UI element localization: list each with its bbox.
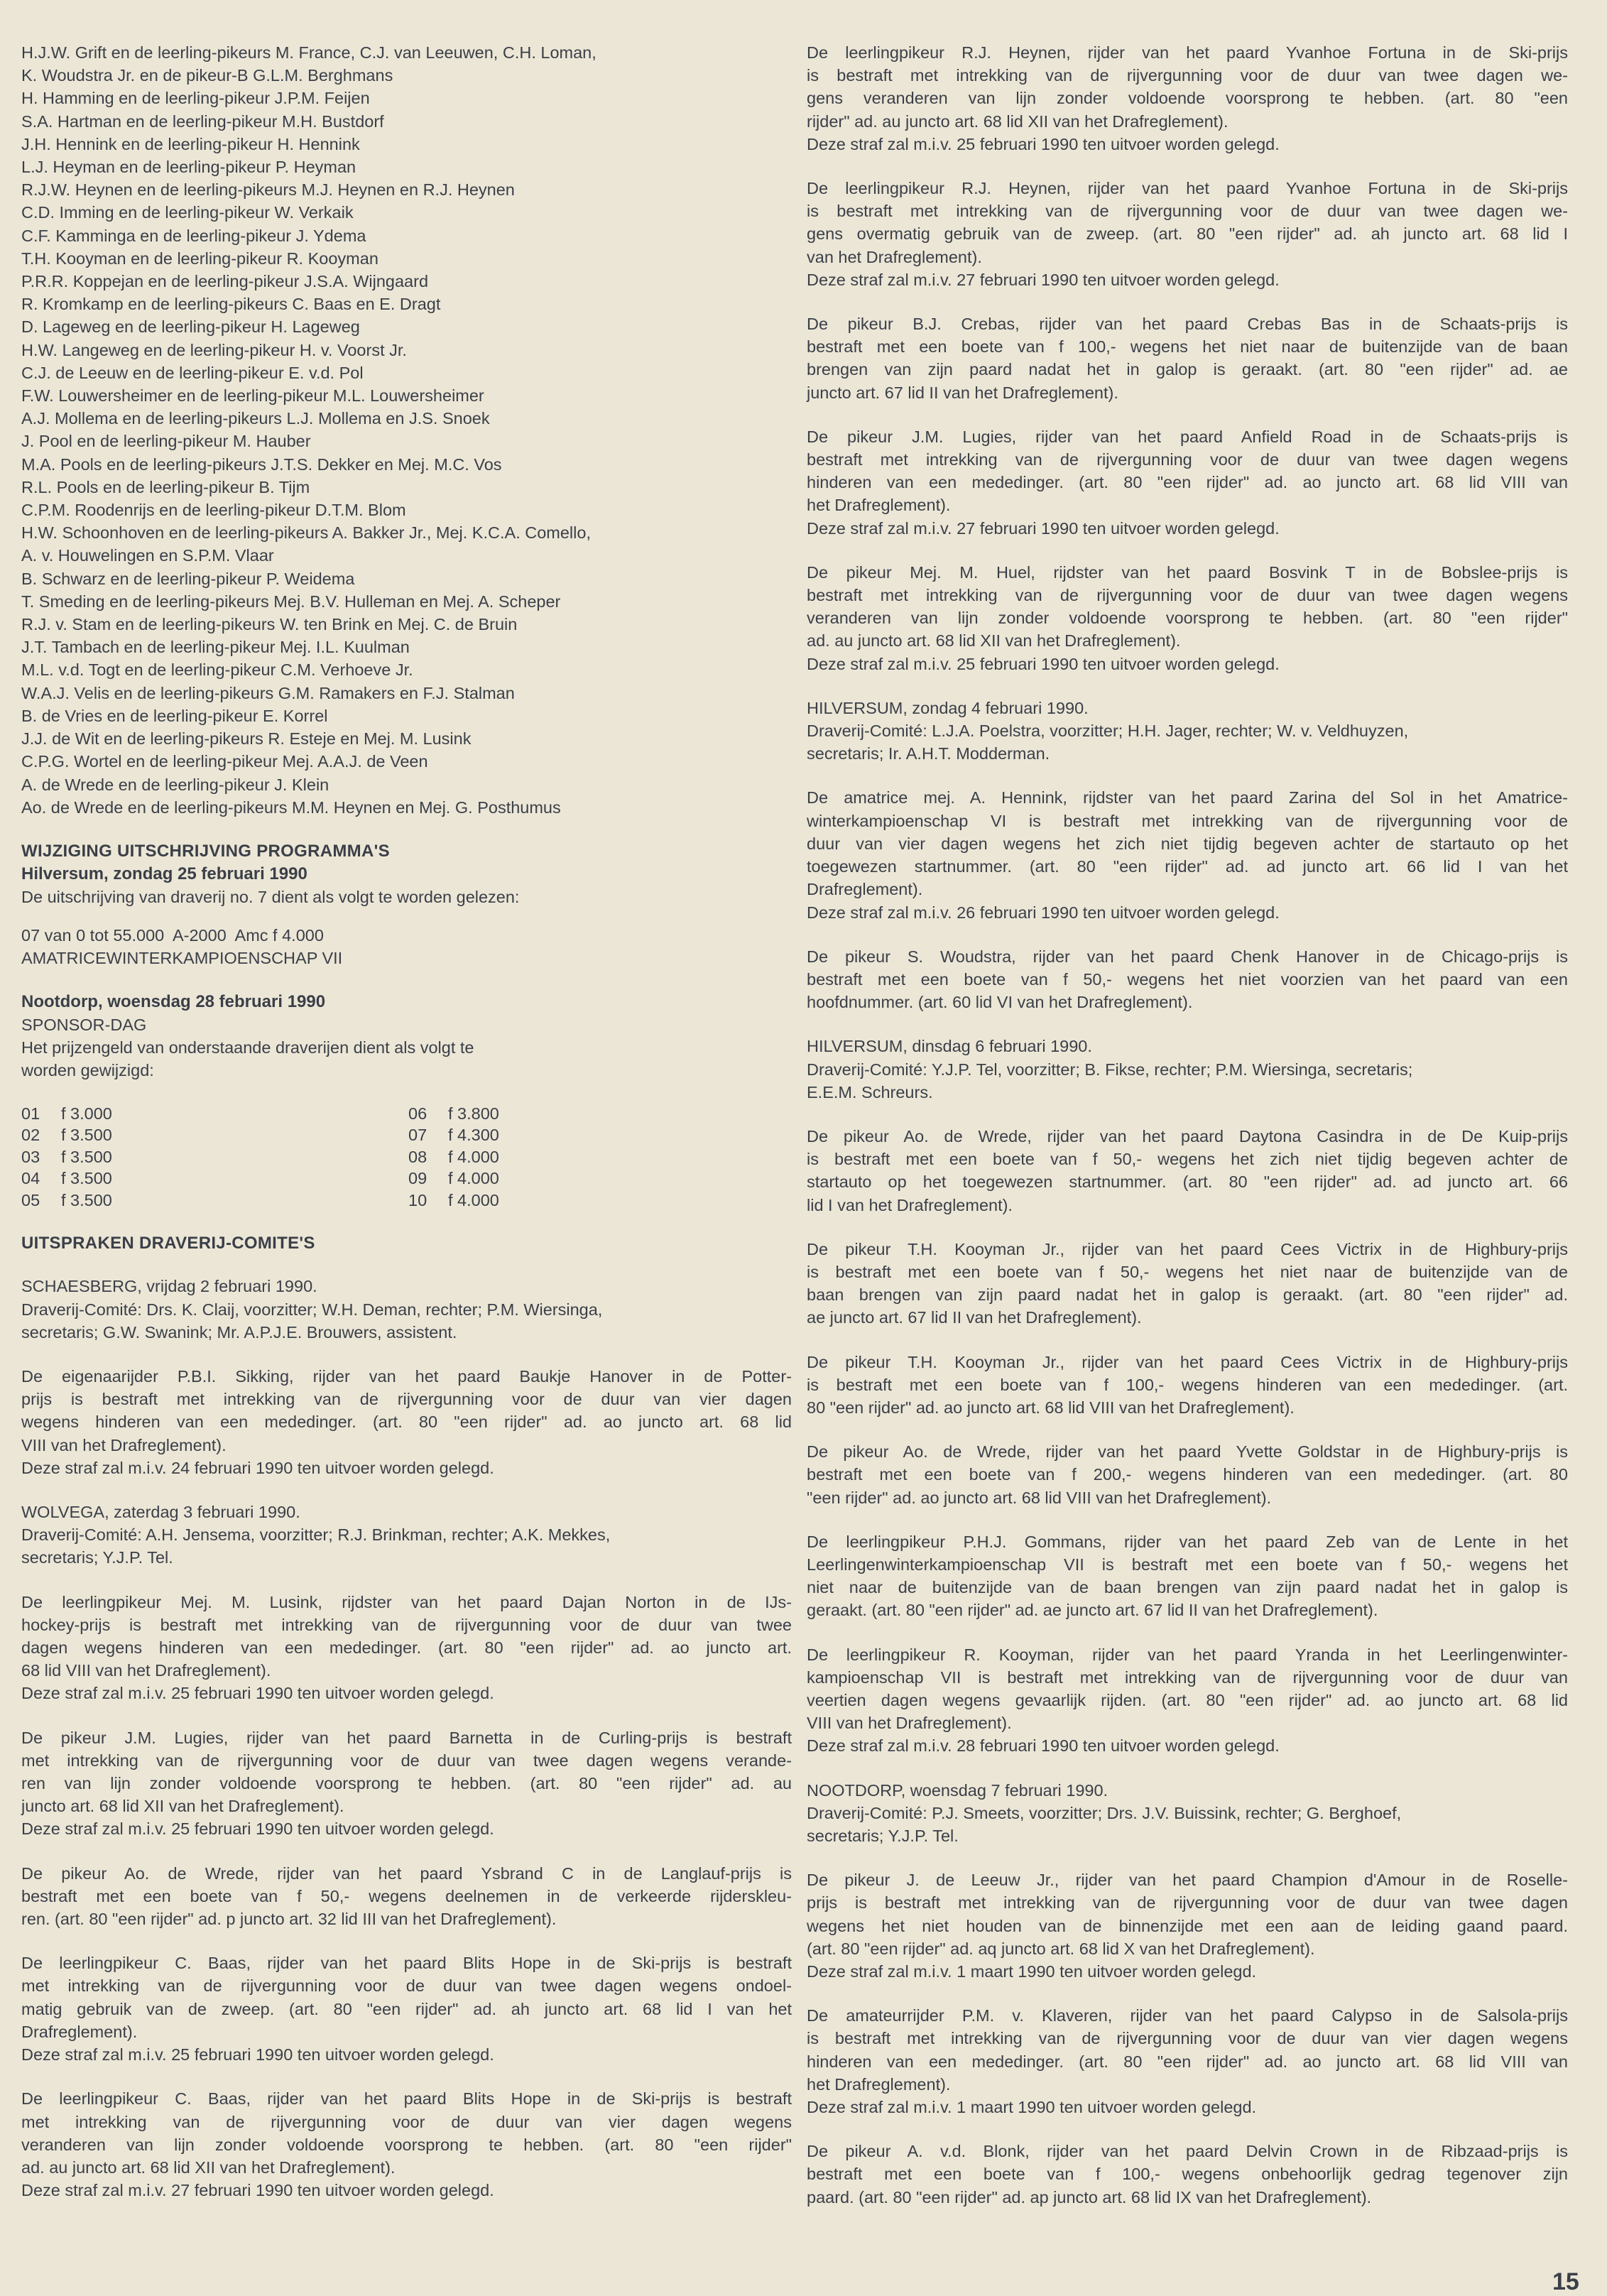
- trainer-entry: Ao. de Wrede en de leerling-pikeurs M.M. Heynen en Mej. G. Posthumus: [21, 798, 561, 817]
- text-line: Deze straf zal m.i.v. 27 februari 1990 ten uitvoer worden gelegd.: [807, 270, 1280, 289]
- ruling-block: [807, 425, 1568, 540]
- prize-row: [408, 1146, 792, 1168]
- text-line: De pikeur B.J. Crebas, rijder van het paard Crebas Bas in de Schaats-prijs is: [807, 315, 1568, 334]
- text-line: dagen wegens hinderen van een mededinger. (art. 80 "een rijder" ad. ao juncto art.: [21, 1638, 792, 1658]
- text-line: met intrekking van de rijvergunning voor de duur van vier dagen wegens: [21, 2112, 792, 2131]
- text-line: Deze straf zal m.i.v. 25 februari 1990 ten uitvoer worden gelegd.: [21, 2045, 494, 2064]
- prize-row: [408, 1124, 792, 1146]
- prize-row: [21, 1124, 408, 1146]
- trainer-entry: B. de Vries en de leerling-pikeur E. Korrel: [21, 706, 328, 725]
- text-line: secretaris; G.W. Swanink; Mr. A.P.J.E. Brouwers, assistent.: [21, 1322, 457, 1342]
- nootdorp-section: [21, 991, 792, 1212]
- text-line: gens veranderen van lijn zonder voldoende voorsprong te hebben. (art. 80 "een: [807, 89, 1568, 108]
- text-line: Deze straf zal m.i.v. 1 maart 1990 ten uitvoer worden gelegd.: [807, 1962, 1257, 1981]
- text-line: ren van lijn zonder voldoende voorsprong te hebben. (art. 80 "een rijder" ad. au: [21, 1774, 792, 1793]
- trainer-entry: J.T. Tambach en de leerling-pikeur Mej. I.L. Kuulman: [21, 638, 410, 657]
- prize-amount: f 3.500: [61, 1169, 112, 1188]
- ruling-block: [807, 945, 1568, 1014]
- text-line: De leerlingpikeur R.J. Heynen, rijder van het paard Yvanhoe Fortuna in de Ski-prijs: [807, 179, 1568, 198]
- comite-header: [21, 1275, 792, 1344]
- trainer-entry: H.W. Langeweg en de leerling-pikeur H. v. Voorst Jr.: [21, 340, 407, 359]
- text-line: hinderen van een mededinger. (art. 80 "een rijder" ad. ao juncto art. 68 lid VIII van: [807, 473, 1568, 492]
- text-line: bestraft met een boete van f 100,- wegens het niet naar de buitenzijde van de baan: [807, 337, 1568, 357]
- ruling-block: [807, 1238, 1568, 1329]
- text-line: Deze straf zal m.i.v. 25 februari 1990 ten uitvoer worden gelegd.: [21, 1684, 494, 1703]
- text-line: lid I van het Drafreglement).: [807, 1195, 1013, 1214]
- text-line: is bestraft met intrekking van de rijvergunning voor de duur van vier dagen wegens: [807, 2029, 1568, 2048]
- text-line: WOLVEGA, zaterdag 3 februari 1990.: [21, 1503, 300, 1522]
- race-number: 04: [21, 1169, 40, 1188]
- wijziging-section: [21, 840, 792, 969]
- trainer-list: [21, 41, 792, 819]
- text-line: is bestraft met intrekking van de rijvergunning voor de duur van twee dagen we-: [807, 202, 1568, 221]
- ruling-block: [21, 1862, 792, 1931]
- prize-amount: f 3.500: [61, 1147, 112, 1166]
- ruling-block: [807, 2004, 1568, 2118]
- text-line: hockey-prijs is bestraft met intrekking van de rijvergunning voor de duur van twee: [21, 1615, 792, 1634]
- ruling-block: [807, 561, 1568, 675]
- text-line: De pikeur Ao. de Wrede, rijder van het paard Daytona Casindra in de De Kuip-prijs: [807, 1126, 1568, 1146]
- text-line: Deze straf zal m.i.v. 1 maart 1990 ten uitvoer worden gelegd.: [807, 2098, 1257, 2117]
- trainer-entry: A. de Wrede en de leerling-pikeur J. Klein: [21, 775, 329, 794]
- text-line: is bestraft met een boete van f 50,- wegens het zich niet tijdig begeven achter de: [807, 1150, 1568, 1169]
- text-line: is bestraft met een boete van f 100,- wegens hinderen van een mededinger. (art.: [807, 1375, 1568, 1394]
- text-line: baan brengen van zijn paard nadat het in galop is geraakt. (art. 80 "een rijder" ad.: [807, 1285, 1568, 1305]
- comite-header: [21, 1501, 792, 1569]
- text-line: van het Drafreglement).: [807, 247, 982, 266]
- text-line: SCHAESBERG, vrijdag 2 februari 1990.: [21, 1277, 317, 1296]
- text-line: HILVERSUM, zondag 4 februari 1990.: [807, 698, 1089, 717]
- text-line: veertien dagen wegens gevaarlijk rijden. (art. 80 "een rijder" ad. ao juncto art. 68 lid: [807, 1690, 1568, 1709]
- ruling-block: [21, 2087, 792, 2202]
- ruling-block: [807, 1125, 1568, 1217]
- trainer-entry: H. Hamming en de leerling-pikeur J.P.M. Feijen: [21, 89, 370, 108]
- trainer-entry: P.R.R. Koppejan en de leerling-pikeur J.S.A. Wijngaard: [21, 272, 429, 291]
- uitspraken-heading: UITSPRAKEN DRAVERIJ-COMITE'S: [21, 1234, 315, 1253]
- trainer-entry: W.A.J. Velis en de leerling-pikeurs G.M. Ramakers en F.J. Stalman: [21, 683, 515, 702]
- program-line: 07 van 0 tot 55.000 A-2000 Amc f 4.000: [21, 925, 324, 945]
- text-line: Deze straf zal m.i.v. 25 februari 1990 ten uitvoer worden gelegd.: [807, 134, 1280, 153]
- trainer-entry: L.J. Heyman en de leerling-pikeur P. Heyman: [21, 158, 356, 177]
- text-line: is bestraft met intrekking van de rijvergunning voor de duur van twee dagen we-: [807, 66, 1568, 85]
- program-line: AMATRICEWINTERKAMPIOENSCHAP VII: [21, 948, 343, 967]
- text-line: juncto art. 67 lid II van het Drafreglement).: [807, 383, 1118, 402]
- text-line: 68 lid VIII van het Drafreglement).: [21, 1661, 271, 1680]
- ruling-block: [807, 41, 1568, 156]
- ruling-block: [21, 1591, 792, 1705]
- prize-row: [408, 1103, 792, 1125]
- text-line: rijder" ad. au juncto art. 68 lid XII van het Drafreglement).: [807, 111, 1229, 131]
- text-line: toegewezen startnummer. (art. 80 "een rijder" ad. ad juncto art. 66 lid I van het: [807, 857, 1568, 876]
- page-number: 15: [1552, 2268, 1579, 2295]
- ruling-block: [21, 1952, 792, 2066]
- text-line: Deze straf zal m.i.v. 28 februari 1990 ten uitvoer worden gelegd.: [807, 1736, 1280, 1756]
- text-line: prijs is bestraft met intrekking van de rijvergunning voor de duur van twee dagen: [807, 1893, 1568, 1913]
- text-line: De pikeur T.H. Kooyman Jr., rijder van het paard Cees Victrix in de Highbury-prijs: [807, 1352, 1568, 1371]
- text-line: De pikeur J.M. Lugies, rijder van het paard Anfield Road in de Schaats-prijs is: [807, 427, 1568, 446]
- ruling-block: [21, 1365, 792, 1479]
- text-line: VIII van het Drafreglement).: [807, 1714, 1012, 1733]
- text-line: "een rijder" ad. ao juncto art. 68 lid VIII van het Drafreglement).: [807, 1488, 1272, 1507]
- trainer-entry: R.L. Pools en de leerling-pikeur B. Tijm: [21, 477, 310, 496]
- ruling-block: [807, 1440, 1568, 1509]
- prize-row: [21, 1168, 408, 1190]
- trainer-entry: D. Lageweg en de leerling-pikeur H. Lageweg: [21, 317, 360, 337]
- text-line: Drafreglement).: [21, 2022, 138, 2041]
- race-number: 05: [21, 1190, 40, 1209]
- trainer-entry: S.A. Hartman en de leerling-pikeur M.H. Bustdorf: [21, 111, 384, 131]
- text-line: bestraft met een boete van f 50,- wegens het niet voorzien van het paard van een: [807, 969, 1568, 989]
- comite-header: [807, 1779, 1568, 1848]
- ruling-block: [807, 786, 1568, 923]
- text-line: Draverij-Comité: A.H. Jensema, voorzitter; R.J. Brinkman, rechter; A.K. Mekkes,: [21, 1525, 611, 1545]
- text-line: Draverij-Comité: Y.J.P. Tel, voorzitter; B. Fikse, rechter; P.M. Wiersinga, secretaris;: [807, 1060, 1413, 1079]
- prize-amount: f 4.000: [448, 1169, 499, 1188]
- text-line: De leerlingpikeur R.J. Heynen, rijder van het paard Yvanhoe Fortuna in de Ski-prijs: [807, 43, 1568, 62]
- text-line: duur van vier dagen wegens het zich niet tijdig begeven achter de startauto op het: [807, 834, 1568, 853]
- text-line: winterkampioenschap VI is bestraft met intrekking van de rijvergunning voor de: [807, 811, 1568, 830]
- text-line: De pikeur J. de Leeuw Jr., rijder van het paard Champion d'Amour in de Roselle-: [807, 1871, 1568, 1890]
- race-number: 03: [21, 1147, 40, 1166]
- race-number: 01: [21, 1104, 40, 1123]
- ruling-block: [807, 312, 1568, 404]
- race-number: 10: [408, 1190, 427, 1209]
- trainer-entry: K. Woudstra Jr. en de pikeur-B G.L.M. Berghmans: [21, 66, 393, 85]
- ruling-block: [21, 1726, 792, 1841]
- text-line: wegens het niet houden van de binnenzijde met een aan de leiding gaand paard.: [807, 1916, 1568, 1935]
- text-line: ad. au juncto art. 68 lid XII van het Drafreglement).: [807, 631, 1181, 651]
- left-column: [21, 41, 792, 2223]
- ruling-block: [807, 2140, 1568, 2209]
- trainer-entry: C.J. de Leeuw en de leerling-pikeur E. v.d. Pol: [21, 363, 364, 382]
- prize-amount: f 4.300: [448, 1126, 499, 1145]
- text-line: ae juncto art. 67 lid II van het Drafreglement).: [807, 1308, 1142, 1327]
- race-number: 09: [408, 1169, 427, 1188]
- text-line: E.E.M. Schreurs.: [807, 1082, 933, 1101]
- text-line: hinderen van een mededinger. (art. 80 "een rijder" ad. ao juncto art. 68 lid VIII van: [807, 2052, 1568, 2071]
- text-line: De amatrice mej. A. Hennink, rijdster van het paard Zarina del Sol in het Amatrice-: [807, 788, 1568, 807]
- text-line: De pikeur S. Woudstra, rijder van het paard Chenk Hanover in de Chicago-prijs is: [807, 947, 1568, 966]
- trainer-entry: M.L. v.d. Togt en de leerling-pikeur C.M. Verhoeve Jr.: [21, 660, 413, 680]
- trainer-entry: C.P.M. Roodenrijs en de leerling-pikeur D.T.M. Blom: [21, 501, 406, 520]
- text-line: De pikeur Ao. de Wrede, rijder van het paard Yvette Goldstar in de Highbury-prijs is: [807, 1442, 1568, 1462]
- text-line: De leerlingpikeur R. Kooyman, rijder van het paard Yranda in het Leerlingenwinter-: [807, 1645, 1568, 1664]
- text-line: De pikeur T.H. Kooyman Jr., rijder van het paard Cees Victrix in de Highbury-prijs: [807, 1239, 1568, 1258]
- text-line: De pikeur J.M. Lugies, rijder van het paard Barnetta in de Curling-prijs is bestraft: [21, 1728, 792, 1747]
- trainer-entry: H.W. Schoonhoven en de leerling-pikeurs A. Bakker Jr., Mej. K.C.A. Comello,: [21, 523, 591, 543]
- right-column: [807, 41, 1568, 2230]
- prize-row: [408, 1190, 792, 1212]
- text-line: Draverij-Comité: Drs. K. Claij, voorzitter; W.H. Deman, rechter; P.M. Wiersinga,: [21, 1300, 603, 1319]
- trainer-entry: T.H. Kooyman en de leerling-pikeur R. Kooyman: [21, 249, 378, 268]
- text-line: wegens hinderen van een mededinger. (art. 80 "een rijder" ad. ao juncto art. 68 lid: [21, 1413, 792, 1432]
- text-line: De pikeur A. v.d. Blonk, rijder van het paard Delvin Crown in de Ribzaad-prijs is: [807, 2142, 1568, 2161]
- text-line: matig gebruik van de zweep. (art. 80 "een rijder" ad. ah juncto art. 68 lid I van het: [21, 1999, 792, 2018]
- nootdorp-line: Het prijzengeld van onderstaande draverijen dient als volgt te: [21, 1038, 474, 1057]
- text-line: Deze straf zal m.i.v. 26 februari 1990 ten uitvoer worden gelegd.: [807, 903, 1280, 922]
- trainer-entry: R. Kromkamp en de leerling-pikeurs C. Baas en E. Dragt: [21, 295, 441, 314]
- text-line: Leerlingenwinterkampioenschap VII is bestraft met een boete van f 50,- wegens het: [807, 1555, 1568, 1574]
- text-line: met intrekking van de rijvergunning voor de duur van twee dagen wegens ondoel-: [21, 1976, 792, 1996]
- ruling-block: [807, 1530, 1568, 1622]
- trainer-entry: H.J.W. Grift en de leerling-pikeurs M. France, C.J. van Leeuwen, C.H. Loman,: [21, 43, 597, 62]
- text-line: niet naar de buitenzijde van de baan brengen van zijn paard nadat het in galop is: [807, 1578, 1568, 1597]
- text-line: het Drafreglement).: [807, 2074, 951, 2094]
- text-line: Deze straf zal m.i.v. 25 februari 1990 ten uitvoer worden gelegd.: [807, 654, 1280, 673]
- text-line: Draverij-Comité: P.J. Smeets, voorzitter; Drs. J.V. Buissink, rechter; G. Berghoef,: [807, 1803, 1402, 1822]
- ruling-block: [807, 1868, 1568, 1983]
- text-line: De amateurrijder P.M. v. Klaveren, rijder van het paard Calypso in de Salsola-prijs: [807, 2006, 1568, 2025]
- wijziging-heading: WIJZIGING UITSCHRIJVING PROGRAMMA'S: [21, 841, 390, 861]
- text-line: het Drafreglement).: [807, 496, 951, 515]
- text-line: brengen van zijn paard nadat het in galop is geraakt. (art. 80 "een rijder" ad. ae: [807, 360, 1568, 379]
- text-line: Deze straf zal m.i.v. 25 februari 1990 ten uitvoer worden gelegd.: [21, 1819, 494, 1839]
- text-line: met intrekking van de rijvergunning voor de duur van twee dagen wegens verande-: [21, 1751, 792, 1770]
- text-line: De leerlingpikeur P.H.J. Gommans, rijder van het paard Zeb van de Lente in het: [807, 1532, 1568, 1551]
- text-line: VIII van het Drafreglement).: [21, 1435, 227, 1454]
- text-line: juncto art. 68 lid XII van het Drafreglement).: [21, 1797, 344, 1816]
- race-number: 06: [408, 1104, 427, 1123]
- text-line: Draverij-Comité: L.J.A. Poelstra, voorzitter; H.H. Jager, rechter; W. v. Veldhuyzen,: [807, 722, 1409, 741]
- ruling-block: [807, 1643, 1568, 1758]
- text-line: De leerlingpikeur C. Baas, rijder van het paard Blits Hope in de Ski-prijs is bestraft: [21, 2089, 792, 2109]
- text-line: is bestraft met een boete van f 50,- wegens het niet naar de buitenzijde van de: [807, 1262, 1568, 1281]
- prize-row: [21, 1103, 408, 1125]
- trainer-entry: R.J. v. Stam en de leerling-pikeurs W. ten Brink en Mej. C. de Bruin: [21, 615, 518, 634]
- trainer-entry: C.D. Imming en de leerling-pikeur W. Verkaik: [21, 203, 354, 222]
- text-line: HILVERSUM, dinsdag 6 februari 1990.: [807, 1037, 1092, 1056]
- text-line: prijs is bestraft met intrekking van de rijvergunning voor de duur van vier dagen: [21, 1390, 792, 1409]
- prize-row: [408, 1168, 792, 1190]
- prize-amount: f 4.000: [448, 1147, 499, 1166]
- prize-row: [21, 1146, 408, 1168]
- prize-amount: f 3.000: [61, 1104, 112, 1123]
- ruling-block: [807, 1351, 1568, 1420]
- prize-amount: f 4.000: [448, 1190, 499, 1209]
- text-line: bestraft met een boete van f 200,- wegens hinderen van een mededinger. (art. 80: [807, 1465, 1568, 1484]
- text-line: De leerlingpikeur Mej. M. Lusink, rijdster van het paard Dajan Norton in de IJs-: [21, 1592, 792, 1611]
- trainer-entry: A. v. Houwelingen en S.P.M. Vlaar: [21, 546, 274, 565]
- wijziging-text: De uitschrijving van draverij no. 7 dient als volgt te worden gelezen:: [21, 887, 520, 906]
- text-line: De leerlingpikeur C. Baas, rijder van het paard Blits Hope in de Ski-prijs is bestraft: [21, 1954, 792, 1973]
- text-line: paard. (art. 80 "een rijder" ad. ap juncto art. 68 lid IX van het Drafreglement).: [807, 2187, 1372, 2207]
- prize-table: [21, 1103, 792, 1212]
- trainer-entry: C.P.G. Wortel en de leerling-pikeur Mej. A.A.J. de Veen: [21, 752, 428, 771]
- race-number: 02: [21, 1126, 40, 1145]
- text-line: (art. 80 "een rijder" ad. aq juncto art. 68 lid X van het Drafreglement).: [807, 1939, 1315, 1958]
- prize-amount: f 3.500: [61, 1190, 112, 1209]
- trainer-entry: F.W. Louwersheimer en de leerling-pikeur M.L. Louwersheimer: [21, 386, 484, 406]
- text-line: veranderen van lijn zonder voldoende voorsprong te hebben. (art. 80 "een rijder": [21, 2135, 792, 2154]
- prize-amount: f 3.500: [61, 1126, 112, 1145]
- trainer-entry: M.A. Pools en de leerling-pikeurs J.T.S. Dekker en Mej. M.C. Vos: [21, 455, 502, 474]
- nootdorp-line: SPONSOR-DAG: [21, 1015, 147, 1034]
- trainer-entry: B. Schwarz en de leerling-pikeur P. Weidema: [21, 569, 355, 588]
- prize-amount: f 3.800: [448, 1104, 499, 1123]
- text-line: Deze straf zal m.i.v. 27 februari 1990 ten uitvoer worden gelegd.: [21, 2181, 494, 2200]
- text-line: Drafreglement).: [807, 880, 923, 899]
- text-line: bestraft met intrekking van de rijvergunning voor de duur van twee dagen wegens: [807, 450, 1568, 469]
- text-line: secretaris; Y.J.P. Tel.: [21, 1548, 173, 1567]
- text-line: secretaris; Ir. A.H.T. Modderman.: [807, 744, 1050, 763]
- comite-header: [807, 1035, 1568, 1104]
- trainer-entry: R.J.W. Heynen en de leerling-pikeurs M.J. Heynen en R.J. Heynen: [21, 180, 515, 200]
- trainer-entry: A.J. Mollema en de leerling-pikeurs L.J. Mollema en J.S. Snoek: [21, 409, 490, 428]
- trainer-entry: J.J. de Wit en de leerling-pikeurs R. Esteje en Mej. M. Lusink: [21, 729, 472, 749]
- comite-header: [807, 697, 1568, 766]
- text-line: startauto op het toegewezen startnummer. (art. 80 "een rijder" ad. ad juncto art. 66: [807, 1173, 1568, 1192]
- text-line: secretaris; Y.J.P. Tel.: [807, 1827, 959, 1845]
- text-line: ren. (art. 80 "een rijder" ad. p juncto art. 32 lid III van het Drafreglement).: [21, 1910, 557, 1929]
- text-line: De pikeur Ao. de Wrede, rijder van het paard Ysbrand C in de Langlauf-prijs is: [21, 1864, 792, 1883]
- text-line: hoofdnummer. (art. 60 lid VI van het Drafreglement).: [807, 993, 1193, 1012]
- text-line: Deze straf zal m.i.v. 27 februari 1990 ten uitvoer worden gelegd.: [807, 518, 1280, 538]
- text-line: De pikeur Mej. M. Huel, rijdster van het paard Bosvink T in de Bobslee-prijs is: [807, 562, 1568, 582]
- text-line: bestraft met intrekking van de rijvergunning voor de duur van twee dagen wegens: [807, 586, 1568, 605]
- text-line: bestraft met een boete van f 50,- wegens deelnemen in de verkeerde rijderskleu-: [21, 1886, 792, 1905]
- race-number: 08: [408, 1147, 427, 1166]
- text-line: NOOTDORP, woensdag 7 februari 1990.: [807, 1780, 1108, 1800]
- text-line: ad. au juncto art. 68 lid XII van het Drafreglement).: [21, 2158, 396, 2177]
- trainer-entry: T. Smeding en de leerling-pikeurs Mej. B.V. Hulleman en Mej. A. Scheper: [21, 592, 561, 611]
- trainer-entry: C.F. Kamminga en de leerling-pikeur J. Ydema: [21, 226, 366, 245]
- wijziging-subheading: Hilversum, zondag 25 februari 1990: [21, 864, 307, 883]
- ruling-block: [807, 177, 1568, 291]
- text-line: veranderen van lijn zonder voldoende voorsprong te hebben. (art. 80 "een rijder": [807, 609, 1568, 628]
- text-line: kampioenschap VII is bestraft met intrekking van de rijvergunning voor de duur van: [807, 1667, 1568, 1687]
- nootdorp-subheading: Nootdorp, woensdag 28 februari 1990: [21, 991, 326, 1011]
- text-line: geraakt. (art. 80 "een rijder" ad. ae juncto art. 67 lid II van het Drafreglement).: [807, 1601, 1378, 1620]
- prize-row: [21, 1190, 408, 1212]
- text-line: 80 "een rijder" ad. ao juncto art. 68 lid VIII van het Drafreglement).: [807, 1398, 1295, 1417]
- trainer-entry: J.H. Hennink en de leerling-pikeur H. Hennink: [21, 134, 360, 153]
- trainer-entry: J. Pool en de leerling-pikeur M. Hauber: [21, 432, 311, 451]
- text-line: Deze straf zal m.i.v. 24 februari 1990 ten uitvoer worden gelegd.: [21, 1458, 494, 1477]
- text-line: De eigenaarijder P.B.I. Sikking, rijder van het paard Baukje Hanover in de Potter-: [21, 1367, 792, 1386]
- text-line: bestraft met een boete van f 100,- wegens onbehoorlijk gedrag tegenover zijn: [807, 2165, 1568, 2184]
- race-number: 07: [408, 1126, 427, 1145]
- text-line: gens overmatig gebruik van de zweep. (art. 80 "een rijder" ad. ah juncto art. 68 lid I: [807, 224, 1568, 244]
- nootdorp-line: worden gewijzigd:: [21, 1060, 154, 1079]
